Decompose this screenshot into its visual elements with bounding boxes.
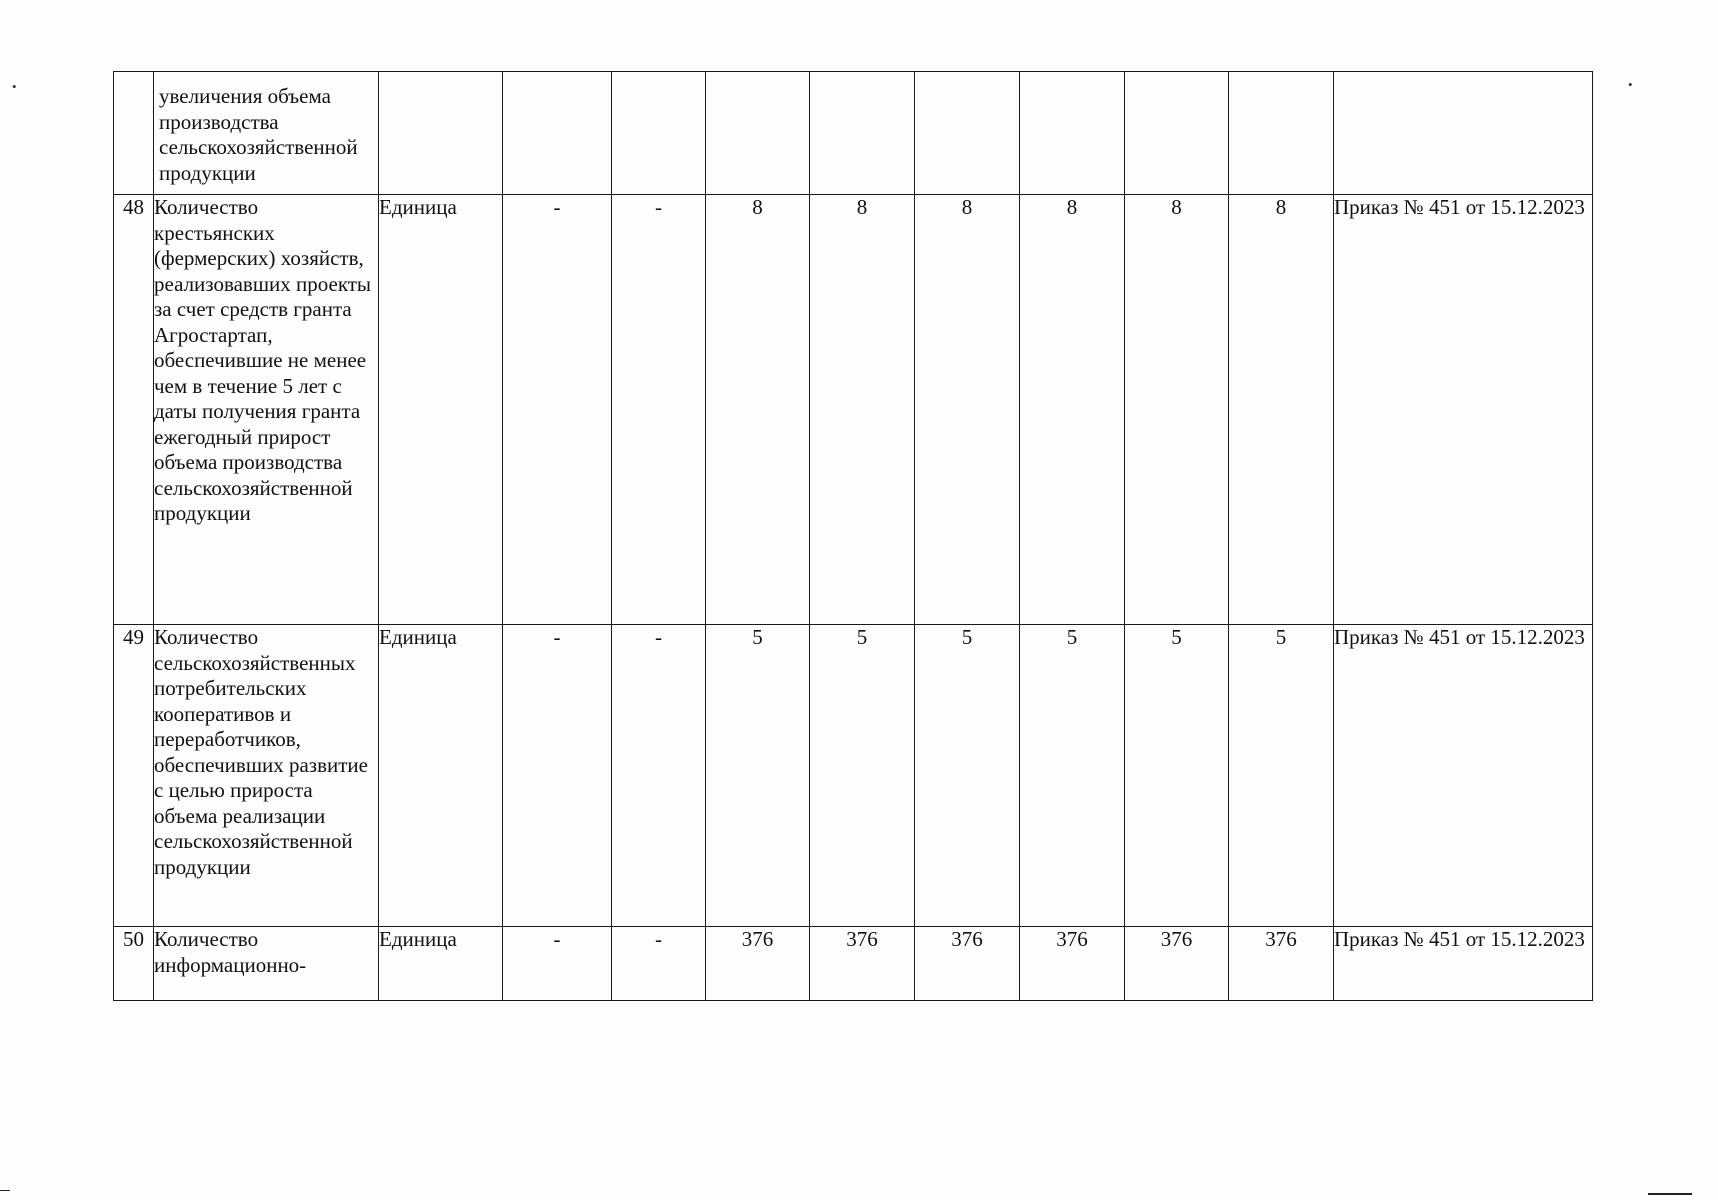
source-cell bbox=[1334, 72, 1593, 195]
indicator-name bbox=[154, 927, 379, 1001]
unit-cell: Единица bbox=[379, 195, 503, 625]
value-cell: 376 bbox=[706, 927, 810, 1001]
scan-edge-mark bbox=[1648, 1193, 1692, 1195]
source-cell: Приказ № 451 от 15.12.2023 bbox=[1334, 927, 1593, 1001]
value-cell: 8 bbox=[1125, 195, 1229, 625]
value-cell: - bbox=[503, 195, 612, 625]
unit-cell bbox=[379, 72, 503, 195]
scan-edge-mark bbox=[0, 1190, 10, 1191]
table-row bbox=[114, 195, 1593, 625]
value-cell bbox=[810, 72, 915, 195]
value-cell: 8 bbox=[706, 195, 810, 625]
value-cell: 5 bbox=[915, 625, 1020, 927]
value-cell bbox=[1020, 72, 1125, 195]
unit-cell: Единица bbox=[379, 625, 503, 927]
indicator-name-text: Количество сельскохозяйственных потребительских кооперативов и переработчиков, обеспечивших развитие с целью прироста объема реализации сельскохозяйственной продукции bbox=[154, 625, 368, 879]
table-row bbox=[114, 625, 1593, 927]
row-number bbox=[114, 72, 154, 195]
table-row bbox=[114, 927, 1593, 1001]
value-cell: - bbox=[612, 927, 706, 1001]
indicator-name bbox=[154, 195, 379, 625]
row-number: 50 bbox=[114, 927, 154, 1001]
value-cell: 5 bbox=[1229, 625, 1334, 927]
value-cell bbox=[1125, 72, 1229, 195]
table-row bbox=[114, 72, 1593, 195]
value-cell: 376 bbox=[1125, 927, 1229, 1001]
value-cell: - bbox=[612, 625, 706, 927]
value-cell: 5 bbox=[810, 625, 915, 927]
unit-cell: Единица bbox=[379, 927, 503, 1001]
indicator-table bbox=[113, 71, 1593, 1001]
scan-speck: • bbox=[1628, 77, 1633, 92]
scan-speck: • bbox=[12, 79, 17, 94]
value-cell: 376 bbox=[810, 927, 915, 1001]
value-cell bbox=[612, 72, 706, 195]
value-cell: - bbox=[503, 625, 612, 927]
value-cell bbox=[503, 72, 612, 195]
indicator-name-text: увеличения объема производства сельскохозяйственной продукции bbox=[159, 84, 358, 185]
value-cell: - bbox=[503, 927, 612, 1001]
value-cell bbox=[706, 72, 810, 195]
value-cell: 376 bbox=[1020, 927, 1125, 1001]
value-cell: 8 bbox=[1229, 195, 1334, 625]
indicator-name-text: Количество крестьянских (фермерских) хозяйств, реализовавших проекты за счет средств гранта Агростартап, обеспечившие не менее чем в течение 5 лет с даты получения гранта ежегодный прирост объема производства сельскохозяйственной продукции bbox=[154, 195, 372, 525]
value-cell: 8 bbox=[915, 195, 1020, 625]
value-cell: 8 bbox=[810, 195, 915, 625]
source-cell: Приказ № 451 от 15.12.2023 bbox=[1334, 625, 1593, 927]
indicator-name-text: Количество информационно- bbox=[154, 927, 307, 977]
value-cell: 376 bbox=[915, 927, 1020, 1001]
value-cell: 8 bbox=[1020, 195, 1125, 625]
value-cell: - bbox=[612, 195, 706, 625]
row-number: 48 bbox=[114, 195, 154, 625]
value-cell: 5 bbox=[1020, 625, 1125, 927]
source-cell: Приказ № 451 от 15.12.2023 bbox=[1334, 195, 1593, 625]
value-cell: 5 bbox=[706, 625, 810, 927]
indicator-name bbox=[154, 72, 379, 195]
value-cell: 376 bbox=[1229, 927, 1334, 1001]
indicator-name bbox=[154, 625, 379, 927]
value-cell bbox=[915, 72, 1020, 195]
row-number: 49 bbox=[114, 625, 154, 927]
value-cell bbox=[1229, 72, 1334, 195]
value-cell: 5 bbox=[1125, 625, 1229, 927]
